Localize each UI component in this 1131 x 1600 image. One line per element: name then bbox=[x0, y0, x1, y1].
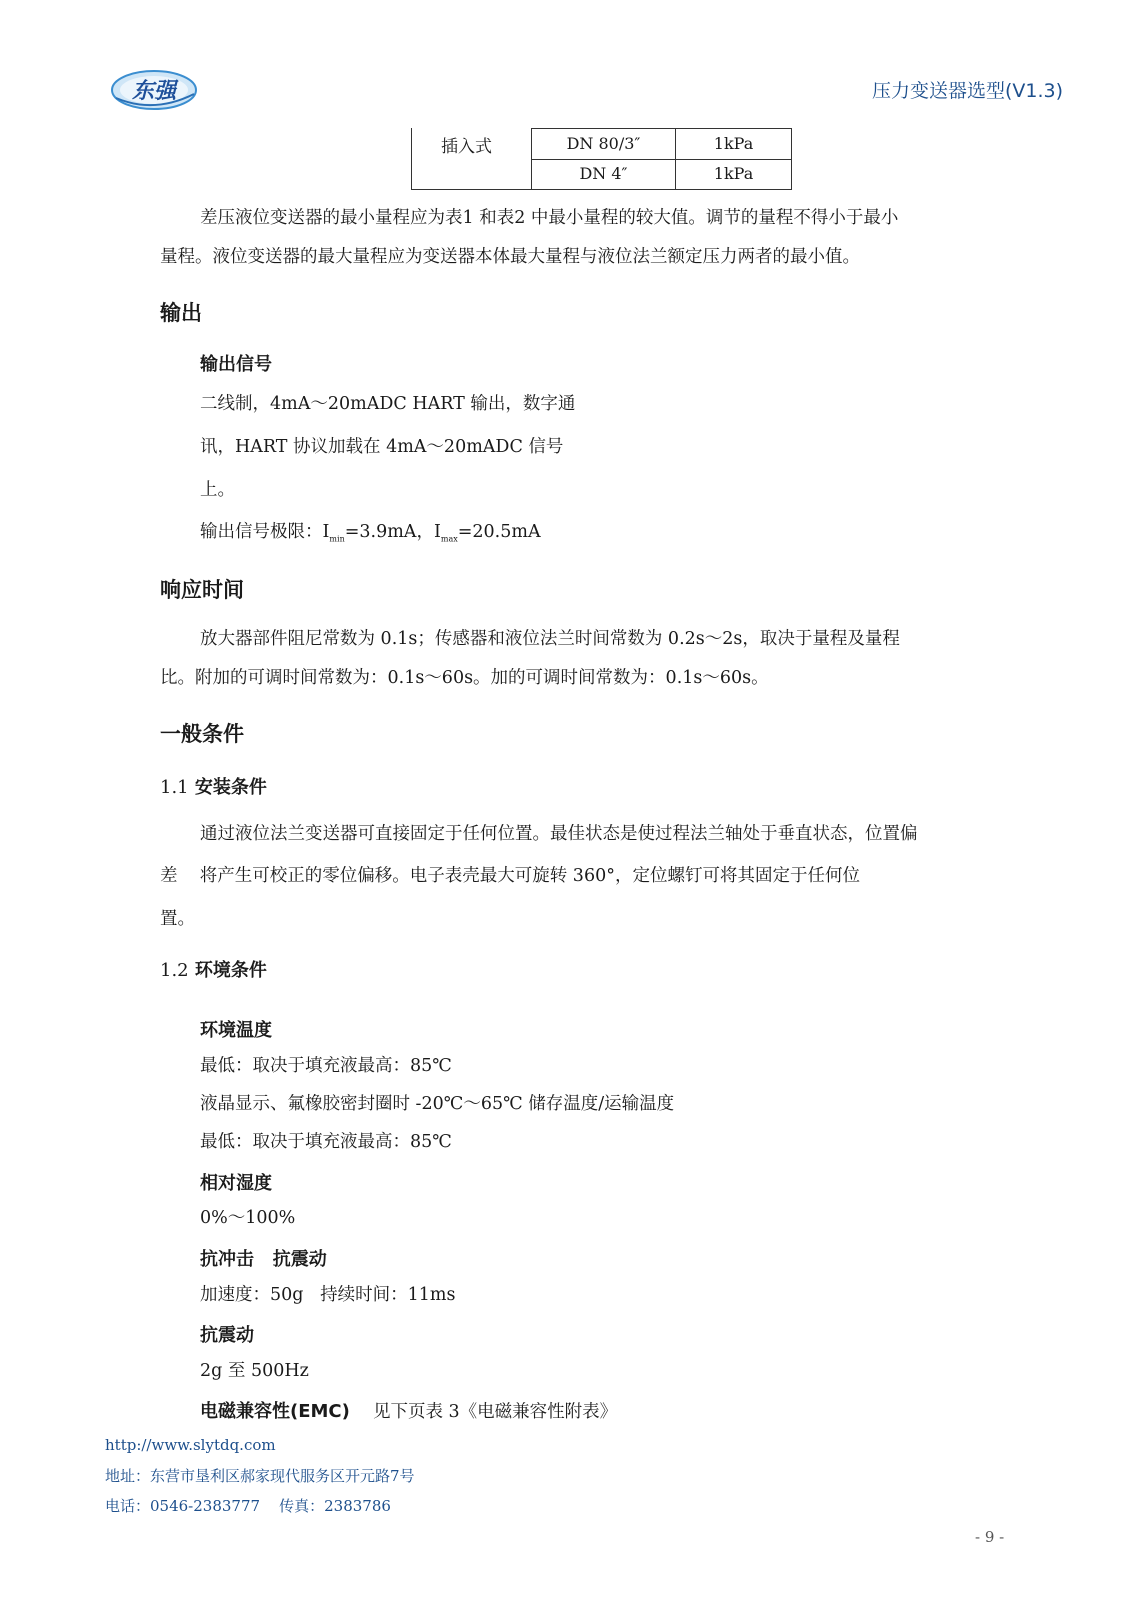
footer-address: 地址：东营市垦利区郝家现代服务区开元路7号 bbox=[105, 1467, 415, 1485]
emc-line bbox=[200, 1397, 617, 1423]
range-table-fragment bbox=[411, 128, 792, 190]
paragraph-line: 量程。液位变送器的最大量程应为变送器本体最大量程与液位法兰额定压力两者的最小值。 bbox=[160, 247, 860, 267]
table-cell: 1kPa bbox=[713, 134, 754, 153]
table-cell: 1kPa bbox=[713, 164, 754, 183]
table-row-label: 插入式 bbox=[441, 137, 492, 157]
paragraph-line: 差压液位变送器的最小量程应为表1 和表2 中最小量程的较大值。调节的量程不得小于最小 bbox=[200, 208, 899, 228]
subheading-emc: 电磁兼容性(EMC) bbox=[200, 1401, 350, 1422]
subheading-vibration: 抗震动 bbox=[200, 1325, 254, 1346]
subheading-output-signal: 输出信号 bbox=[200, 354, 272, 375]
paragraph-line: 置。 bbox=[160, 909, 195, 929]
emc-reference: 见下页表 3《电磁兼容性附表》 bbox=[372, 1402, 618, 1422]
subheading-shock: 抗冲击 抗震动 bbox=[200, 1249, 327, 1270]
paragraph-line: 二线制，4mA～20mADC HART 输出，数字通 bbox=[200, 394, 576, 414]
section-heading-output: 输出 bbox=[160, 301, 202, 325]
paragraph-line: 最低：取决于填充液最高：85℃ bbox=[200, 1056, 452, 1076]
paragraph-line: 讯，HART 协议加载在 4mA～20mADC 信号 bbox=[200, 437, 564, 457]
table-border bbox=[411, 128, 412, 190]
output-signal-limit bbox=[200, 522, 541, 550]
table-cell: DN 4″ bbox=[579, 164, 628, 183]
limit-max-value: =20.5mA bbox=[457, 522, 541, 542]
subheading-ambient-temp: 环境温度 bbox=[200, 1020, 272, 1041]
logo-text: 东强 bbox=[131, 78, 177, 104]
limit-min-sub: min bbox=[329, 534, 345, 544]
footer-contact: 电话：0546-2383777 传真：2383786 bbox=[105, 1497, 391, 1515]
table-cell: DN 80/3″ bbox=[566, 134, 641, 153]
paragraph-line: 最低：取决于填充液最高：85℃ bbox=[200, 1132, 452, 1152]
header-title: 压力变送器选型(V1.3) bbox=[871, 80, 1063, 102]
limit-label: 输出信号极限：I bbox=[200, 522, 330, 542]
section-number: 1.1 bbox=[160, 777, 189, 798]
paragraph-line: 2g 至 500Hz bbox=[200, 1361, 309, 1381]
paragraph-line: 通过液位法兰变送器可直接固定于任何位置。最佳状态是使过程法兰轴处于垂直状态，位置偏 bbox=[200, 824, 918, 844]
section-heading-general: 一般条件 bbox=[160, 722, 244, 746]
section-number: 1.2 bbox=[160, 960, 189, 981]
subheading-title: 环境条件 bbox=[194, 960, 267, 981]
limit-min-value: =3.9mA，I bbox=[344, 522, 441, 542]
paragraph-line: 上。 bbox=[200, 480, 235, 500]
paragraph-line: 加速度：50g 持续时间：11ms bbox=[200, 1285, 456, 1305]
limit-max-sub: max bbox=[440, 534, 458, 544]
paragraph-line: 放大器部件阻尼常数为 0.1s；传感器和液位法兰时间常数为 0.2s～2s，取决于量程及量程 bbox=[200, 629, 900, 649]
company-logo bbox=[110, 68, 198, 112]
table-grid bbox=[531, 128, 792, 190]
paragraph-line: 差 将产生可校正的零位偏移。电子表壳最大可旋转 360°，定位螺钉可将其固定于任何位 bbox=[160, 866, 860, 886]
paragraph-line: 比。附加的可调时间常数为：0.1s～60s。加的可调时间常数为：0.1s～60s。 bbox=[160, 668, 769, 688]
paragraph-line: 液晶显示、氟橡胶密封圈时 -20℃～65℃ 储存温度/运输温度 bbox=[200, 1094, 675, 1114]
footer-url-link[interactable]: http://www.slytdq.com bbox=[105, 1436, 276, 1454]
page-number: - 9 - bbox=[975, 1528, 1005, 1546]
subheading-install bbox=[160, 773, 267, 799]
paragraph-line: 0%～100% bbox=[200, 1208, 296, 1228]
section-heading-response: 响应时间 bbox=[160, 578, 244, 602]
subheading-humidity: 相对湿度 bbox=[200, 1173, 272, 1194]
subheading-environment bbox=[160, 956, 267, 982]
subheading-title: 安装条件 bbox=[194, 777, 267, 798]
